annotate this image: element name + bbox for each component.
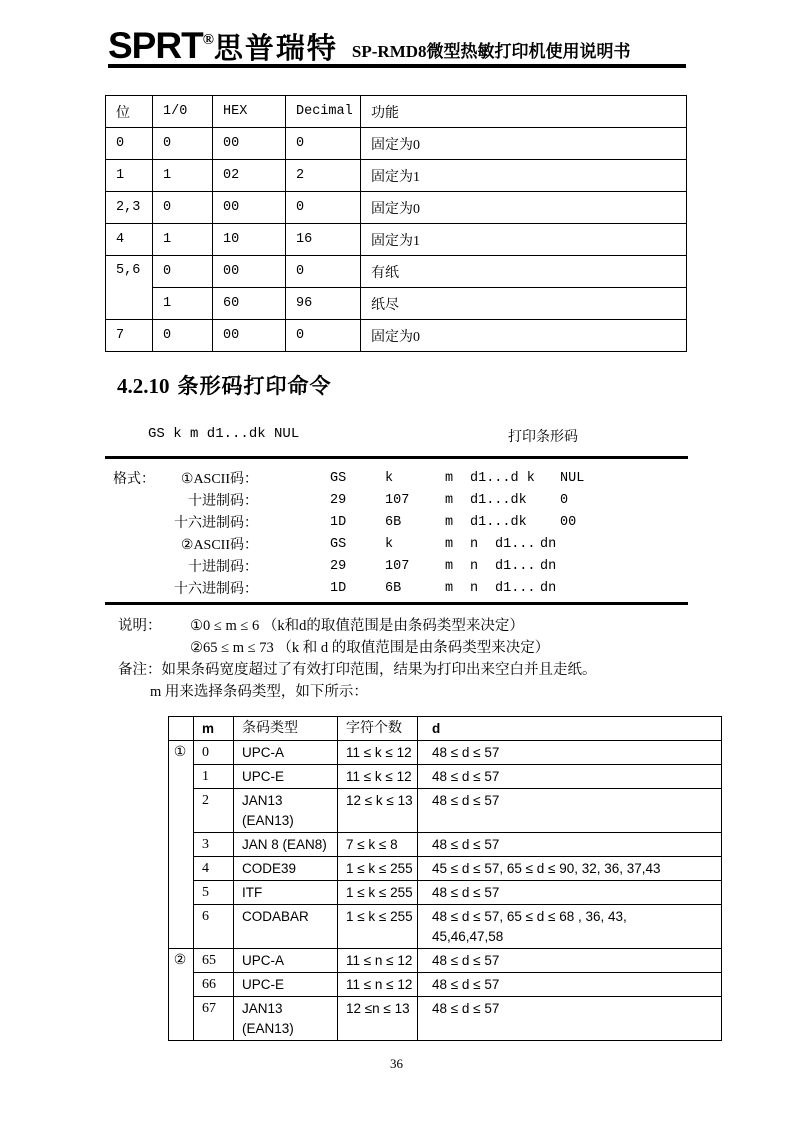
decimal-cell: 2 <box>286 160 361 192</box>
d-cell <box>418 857 722 881</box>
table-header-row <box>106 96 687 128</box>
type-cell <box>234 765 338 789</box>
column-header: HEX <box>213 96 286 128</box>
decimal-cell: 0 <box>286 128 361 160</box>
table-row <box>169 973 722 997</box>
chars-cell: 7 ≤ k ≤ 8 <box>338 833 418 857</box>
format-code: m <box>445 558 454 574</box>
type-line: UPC-E <box>242 977 285 992</box>
decimal-cell: 0 <box>286 192 361 224</box>
table-row <box>169 765 722 789</box>
table-header-row <box>169 717 722 741</box>
brand-name-chinese: 思普瑞特 <box>213 33 338 65</box>
function-cell: 纸尽 <box>361 288 687 320</box>
table-row <box>106 160 687 192</box>
format-row <box>113 511 713 533</box>
type-cell <box>234 973 338 997</box>
d-line: 48 ≤ d ≤ 57 <box>432 1001 500 1016</box>
section-heading <box>117 370 332 400</box>
table-row <box>169 741 722 765</box>
type-line: JAN13 <box>242 1001 283 1016</box>
format-code: k <box>385 536 394 552</box>
m-cell: 3 <box>194 833 234 857</box>
table-row <box>169 789 722 833</box>
column-header-d: d <box>418 717 722 741</box>
note-line <box>118 636 718 658</box>
format-code: k <box>385 470 394 486</box>
chars-cell: 11 ≤ n ≤ 12 <box>338 949 418 973</box>
table-row <box>169 997 722 1041</box>
d-line: 48 ≤ d ≤ 57 <box>432 745 500 760</box>
table-row <box>106 320 687 352</box>
m-cell: 66 <box>194 973 234 997</box>
format-code: dn <box>540 558 557 574</box>
d-cell <box>418 905 722 949</box>
type-cell <box>234 881 338 905</box>
hex-cell: 00 <box>213 192 286 224</box>
table-row <box>106 128 687 160</box>
format-code-values <box>330 471 610 486</box>
column-header-mark <box>169 717 194 741</box>
format-code: n <box>470 580 479 596</box>
decimal-cell: 16 <box>286 224 361 256</box>
format-code: dn <box>540 536 557 552</box>
note-text: ①0 ≤ m ≤ 6 （k和d的取值范围是由条码类型来决定） <box>190 618 524 634</box>
column-header: 1/0 <box>153 96 213 128</box>
table-row <box>169 833 722 857</box>
type-cell <box>234 789 338 833</box>
type-line: CODE39 <box>242 861 297 876</box>
m-cell: 2 <box>194 789 234 833</box>
table-row <box>106 288 687 320</box>
format-code-values <box>330 581 580 596</box>
format-code: GS <box>330 536 347 552</box>
format-code: n <box>470 536 479 552</box>
type-cell <box>234 905 338 949</box>
function-cell: 有纸 <box>361 256 687 288</box>
type-line: UPC-A <box>242 745 285 760</box>
d-cell <box>418 741 722 765</box>
bit-cell: 0 <box>106 128 153 160</box>
io-cell: 1 <box>153 160 213 192</box>
format-code-values <box>330 559 580 574</box>
format-code: 1D <box>330 514 347 530</box>
format-code: d1... <box>495 558 536 574</box>
format-code: GS <box>330 470 347 486</box>
type-cell <box>234 997 338 1041</box>
io-cell: 1 <box>153 224 213 256</box>
note-label: 说明： <box>118 618 162 634</box>
format-code: m <box>445 492 454 508</box>
column-header: 位 <box>106 96 153 128</box>
format-code: m <box>445 514 454 530</box>
bit-cell: 7 <box>106 320 153 352</box>
chars-cell: 1 ≤ k ≤ 255 <box>338 905 418 949</box>
function-cell: 固定为1 <box>361 224 687 256</box>
d-line: 48 ≤ d ≤ 57 <box>432 977 500 992</box>
brand-logo-latin: SPRT <box>108 25 203 66</box>
d-line: 45 ≤ d ≤ 57, 65 ≤ d ≤ 90, 32, 36, 37,43 <box>432 861 661 876</box>
column-header-type: 条码类型 <box>234 717 338 741</box>
format-code: 107 <box>385 558 410 574</box>
chars-cell: 12 ≤ k ≤ 13 <box>338 789 418 833</box>
io-cell: 0 <box>153 320 213 352</box>
page-number: 36 <box>390 1056 403 1071</box>
m-cell: 67 <box>194 997 234 1041</box>
d-line: 45,46,47,58 <box>432 929 504 944</box>
type-line: UPC-A <box>242 953 285 968</box>
bit-cell: 4 <box>106 224 153 256</box>
format-row <box>113 533 713 555</box>
format-code-label: 十六进制码： <box>174 582 258 597</box>
command-row <box>0 426 793 446</box>
format-code: dn <box>540 580 557 596</box>
remark-label: 备注： <box>118 662 162 678</box>
type-cell <box>234 857 338 881</box>
page-header <box>108 24 686 68</box>
type-line: CODABAR <box>242 909 309 924</box>
format-code-values <box>330 493 610 508</box>
hex-cell: 00 <box>213 128 286 160</box>
io-cell: 1 <box>153 288 213 320</box>
format-row <box>113 577 713 599</box>
horizontal-rule-top <box>105 456 688 459</box>
type-line: JAN13 <box>242 793 283 808</box>
chars-cell: 12 ≤n ≤ 13 <box>338 997 418 1041</box>
io-cell: 0 <box>153 128 213 160</box>
chars-cell: 11 ≤ n ≤ 12 <box>338 973 418 997</box>
document-title: SP-RMD8微型热敏打印机使用说明书 <box>351 42 631 61</box>
format-code: d1... <box>495 580 536 596</box>
note-label <box>118 636 190 658</box>
function-cell: 固定为1 <box>361 160 687 192</box>
format-code: m <box>445 580 454 596</box>
column-header: Decimal <box>286 96 361 128</box>
bit-cell: 1 <box>106 160 153 192</box>
decimal-cell: 0 <box>286 256 361 288</box>
type-cell <box>234 949 338 973</box>
hex-cell: 00 <box>213 256 286 288</box>
format-code-values <box>330 537 580 552</box>
decimal-cell: 0 <box>286 320 361 352</box>
d-line: 48 ≤ d ≤ 57 <box>432 885 500 900</box>
hex-cell: 02 <box>213 160 286 192</box>
type-line: UPC-E <box>242 769 285 784</box>
bit-cell: 2,3 <box>106 192 153 224</box>
m-cell: 1 <box>194 765 234 789</box>
section-number: 4.2.10 <box>117 374 170 398</box>
table-row <box>106 192 687 224</box>
barcode-type-table <box>168 716 722 1041</box>
format-code: NUL <box>560 470 585 486</box>
type-line: (EAN13) <box>242 813 294 828</box>
hex-cell: 10 <box>213 224 286 256</box>
chars-cell: 1 ≤ k ≤ 255 <box>338 857 418 881</box>
format-code-label: 十进制码： <box>188 494 258 509</box>
barcode-type-table-head <box>169 717 722 741</box>
note-text: ②65 ≤ m ≤ 73 （k 和 d 的取值范围是由条码类型来决定） <box>190 640 550 656</box>
io-cell: 0 <box>153 256 213 288</box>
remark-line <box>118 658 718 680</box>
format-code-label: ②ASCII码： <box>180 538 258 553</box>
m-cell: 5 <box>194 881 234 905</box>
d-line: 48 ≤ d ≤ 57 <box>432 793 500 808</box>
format-code-label: 十进制码： <box>188 560 258 575</box>
column-header: 功能 <box>361 96 687 128</box>
section-title: 条形码打印命令 <box>177 374 332 398</box>
d-cell <box>418 949 722 973</box>
format-code: m <box>445 470 454 486</box>
type-line: (EAN13) <box>242 1021 294 1036</box>
format-code: 6B <box>385 580 402 596</box>
d-line: 48 ≤ d ≤ 57, 65 ≤ d ≤ 68 , 36, 43, <box>432 909 627 924</box>
column-header-m: m <box>194 717 234 741</box>
command-syntax: GS k m d1...dk NUL <box>148 426 300 442</box>
format-code: m <box>445 536 454 552</box>
d-cell <box>418 765 722 789</box>
d-cell <box>418 973 722 997</box>
type-line: ITF <box>242 885 263 900</box>
format-label: 格式： <box>113 472 155 487</box>
d-line: 48 ≤ d ≤ 57 <box>432 953 500 968</box>
hex-cell: 60 <box>213 288 286 320</box>
notes-block <box>118 614 718 702</box>
m-cell: 65 <box>194 949 234 973</box>
format-code-label: 十六进制码： <box>174 516 258 531</box>
registered-trademark-icon: ® <box>202 32 214 48</box>
function-cell: 固定为0 <box>361 320 687 352</box>
bit-cell: 5,6 <box>106 256 153 320</box>
format-code: 00 <box>560 514 577 530</box>
type-line: JAN 8 (EAN8) <box>242 837 327 852</box>
format-code: d1... <box>495 536 536 552</box>
chars-cell: 11 ≤ k ≤ 12 <box>338 741 418 765</box>
table-row <box>106 256 687 288</box>
format-code: 1D <box>330 580 347 596</box>
format-code: d1...dk <box>470 514 527 530</box>
format-code: 29 <box>330 492 347 508</box>
format-code: d1...d k <box>470 470 535 486</box>
remark-line-2: m 用来选择条码类型，如下所示： <box>150 684 368 700</box>
function-cell: 固定为0 <box>361 128 687 160</box>
table-row <box>106 224 687 256</box>
command-name: 打印条形码 <box>508 430 578 445</box>
table-row <box>169 881 722 905</box>
brand-logo <box>108 27 338 64</box>
bit-status-table-body <box>106 128 687 352</box>
io-cell: 0 <box>153 192 213 224</box>
group-mark-cell: ① <box>169 741 194 949</box>
barcode-type-table-body <box>169 741 722 1041</box>
m-cell: 0 <box>194 741 234 765</box>
chars-cell: 11 ≤ k ≤ 12 <box>338 765 418 789</box>
format-row <box>113 467 713 489</box>
decimal-cell: 96 <box>286 288 361 320</box>
table-row <box>169 857 722 881</box>
type-cell <box>234 833 338 857</box>
format-code: 6B <box>385 514 402 530</box>
d-cell <box>418 881 722 905</box>
d-cell <box>418 789 722 833</box>
format-code: n <box>470 558 479 574</box>
bit-status-table-head <box>106 96 687 128</box>
m-cell: 6 <box>194 905 234 949</box>
format-code: 29 <box>330 558 347 574</box>
hex-cell: 00 <box>213 320 286 352</box>
table-row <box>169 905 722 949</box>
format-block <box>113 467 713 599</box>
d-cell <box>418 997 722 1041</box>
format-row <box>113 489 713 511</box>
type-cell <box>234 741 338 765</box>
m-cell: 4 <box>194 857 234 881</box>
remark-text: 如果条码宽度超过了有效打印范围，结果为打印出来空白并且走纸。 <box>161 662 597 678</box>
format-row <box>113 555 713 577</box>
format-code: d1...dk <box>470 492 527 508</box>
bit-status-table <box>105 95 687 352</box>
function-cell: 固定为0 <box>361 192 687 224</box>
group-mark-cell: ② <box>169 949 194 1041</box>
format-code: 0 <box>560 492 569 508</box>
horizontal-rule-bottom <box>105 602 688 605</box>
format-code-values <box>330 515 610 530</box>
chars-cell: 1 ≤ k ≤ 255 <box>338 881 418 905</box>
column-header-chars: 字符个数 <box>338 717 418 741</box>
d-line: 48 ≤ d ≤ 57 <box>432 769 500 784</box>
table-row <box>169 949 722 973</box>
format-code-label: ①ASCII码： <box>180 472 258 487</box>
d-cell <box>418 833 722 857</box>
format-code: 107 <box>385 492 410 508</box>
d-line: 48 ≤ d ≤ 57 <box>432 837 500 852</box>
note-line <box>118 614 718 636</box>
